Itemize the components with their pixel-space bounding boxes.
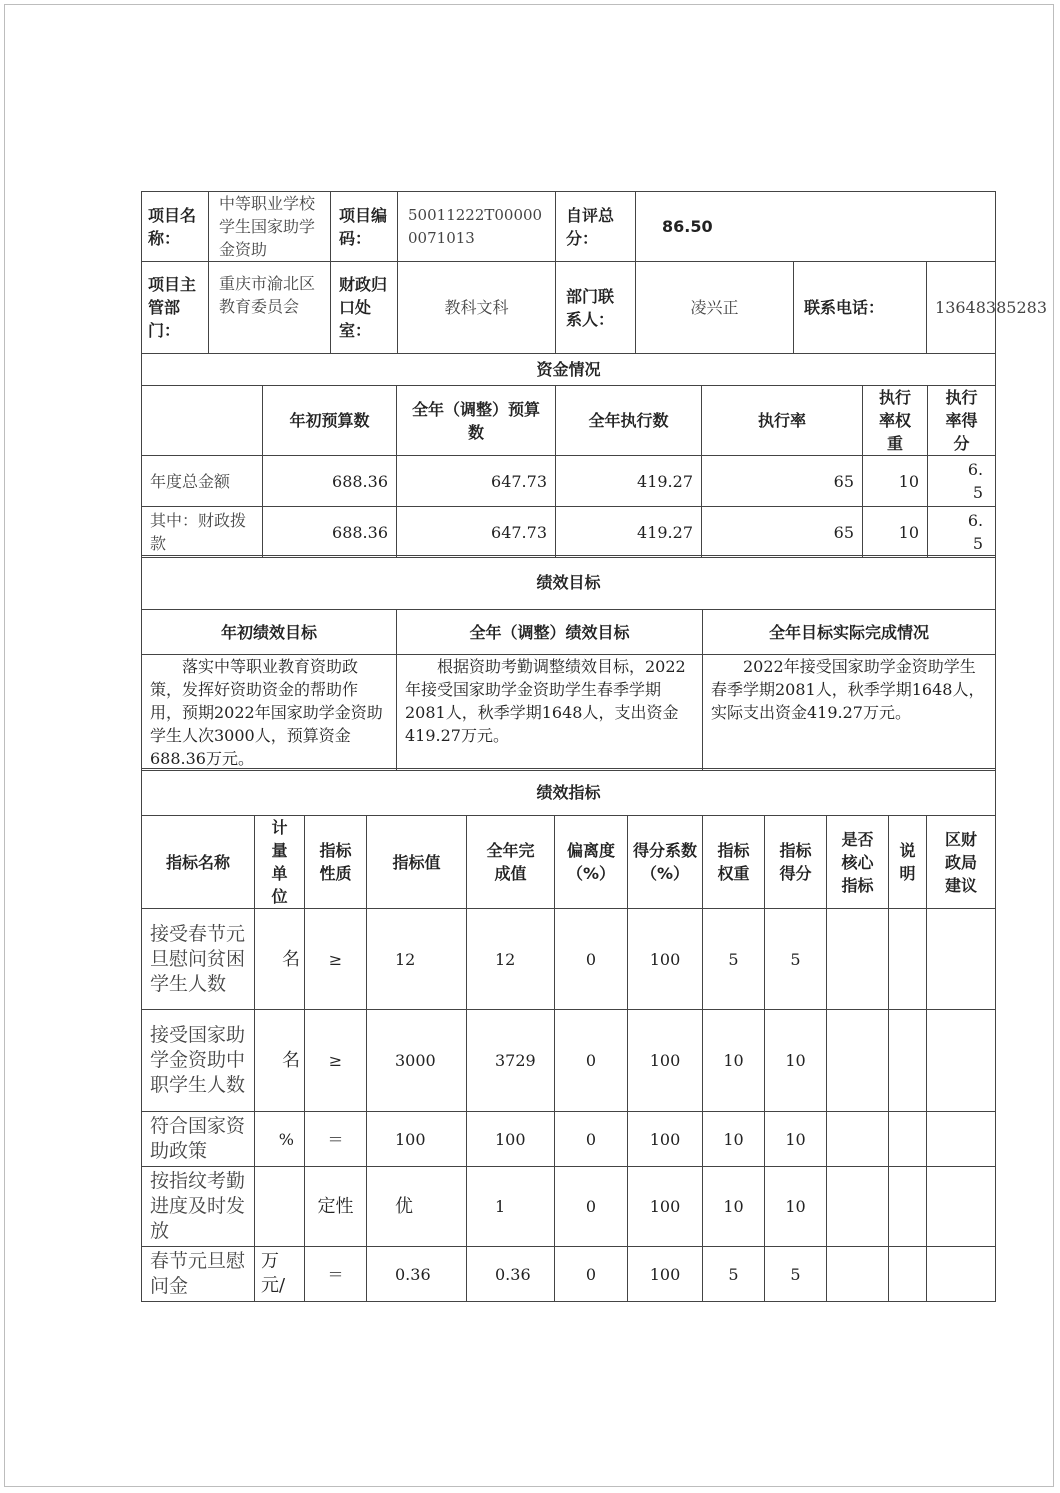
ind-header: 指标性质 [305,816,367,909]
ind-nature: ＝ [305,1112,367,1167]
dept: 重庆市渝北区教育委员会 [209,262,331,354]
ind-coef: 100 [628,1247,703,1302]
funds-title: 资金情况 [142,354,996,386]
project-name-label: 项目名称： [142,192,209,262]
funds-header: 全年（调整）预算数 [397,386,556,456]
phone-label: 联系电话： [794,262,927,354]
funds-cell: 6.5 [928,456,996,507]
project-code: 50011222T000000071013 [398,192,556,262]
project-name: 中等职业学校学生国家助学金资助 [209,192,331,262]
ind-coef: 100 [628,909,703,1010]
ind-note [889,1167,927,1247]
ind-unit: 名 [255,909,305,1010]
ind-header: 计量单位 [255,816,305,909]
ind-deviation: 0 [555,1112,628,1167]
ind-actual: 100 [467,1112,555,1167]
funds-table [141,353,996,558]
goal-initial: 落实中等职业教育资助政策，发挥好资助资金的帮助作用，预期2022年国家助学金资助学生人次3000人，预算资金688.36万元。 [142,655,397,771]
funds-cell: 6.5 [928,507,996,558]
ind-core [827,1010,889,1112]
project-info-block [141,191,1047,354]
ind-note [889,1010,927,1112]
ind-header: 得分系数（%） [628,816,703,909]
indicators-title: 绩效指标 [142,769,996,816]
funds-cell: 419.27 [556,507,702,558]
funds-header: 执行率权重 [863,386,928,456]
funds-cell: 647.73 [397,507,556,558]
goals-header: 全年目标实际完成情况 [703,610,996,655]
funds-header: 全年执行数 [556,386,702,456]
ind-advice [927,1247,996,1302]
ind-target: 优 [367,1167,467,1247]
ind-header: 全年完成值 [467,816,555,909]
ind-name: 春节元旦慰问金 [142,1247,255,1302]
ind-unit [255,1167,305,1247]
funds-cell: 10 [863,456,928,507]
ind-deviation: 0 [555,1167,628,1247]
ind-core [827,1112,889,1167]
ind-note [889,1112,927,1167]
ind-unit: % [255,1112,305,1167]
phone: 13648385283 [927,262,996,354]
funds-row-label: 年度总金额 [142,456,263,507]
contact-label: 部门联系人： [556,262,636,354]
goal-actual: 2022年接受国家助学金资助学生春季学期2081人，秋季学期1648人，实际支出资金419.27万元。 [703,655,996,771]
funds-cell: 419.27 [556,456,702,507]
ind-actual: 1 [467,1167,555,1247]
finance-office: 教科文科 [398,262,556,354]
ind-score: 5 [765,909,827,1010]
ind-unit: 万元/ [255,1247,305,1302]
ind-nature: ＝ [305,1247,367,1302]
ind-note [889,909,927,1010]
ind-coef: 100 [628,1167,703,1247]
ind-advice [927,1010,996,1112]
funds-header: 年初预算数 [263,386,397,456]
ind-target: 12 [367,909,467,1010]
ind-core [827,1167,889,1247]
self-score-label: 自评总分： [556,192,636,262]
ind-deviation: 0 [555,1247,628,1302]
ind-deviation: 0 [555,909,628,1010]
funds-header-empty [142,386,263,456]
ind-weight: 5 [703,1247,765,1302]
goals-header: 全年（调整）绩效目标 [397,610,703,655]
indicators-table [141,768,996,1302]
ind-weight: 5 [703,909,765,1010]
ind-actual: 3729 [467,1010,555,1112]
ind-name: 接受国家助学金资助中职学生人数 [142,1010,255,1112]
ind-actual: 12 [467,909,555,1010]
goals-header: 年初绩效目标 [142,610,397,655]
ind-score: 5 [765,1247,827,1302]
funds-cell: 688.36 [263,456,397,507]
ind-coef: 100 [628,1010,703,1112]
ind-header: 指标名称 [142,816,255,909]
ind-advice [927,1112,996,1167]
ind-core [827,1247,889,1302]
ind-name: 符合国家资助政策 [142,1112,255,1167]
ind-target: 0.36 [367,1247,467,1302]
ind-nature: ≥ [305,1010,367,1112]
ind-advice [927,1167,996,1247]
ind-name: 按指纹考勤进度及时发放 [142,1167,255,1247]
ind-advice [927,909,996,1010]
dept-label: 项目主管部门： [142,262,209,354]
funds-cell: 688.36 [263,507,397,558]
ind-header: 指标值 [367,816,467,909]
ind-weight: 10 [703,1167,765,1247]
ind-deviation: 0 [555,1010,628,1112]
ind-nature: 定性 [305,1167,367,1247]
funds-block [141,353,995,558]
ind-actual: 0.36 [467,1247,555,1302]
goal-adjusted: 根据资助考勤调整绩效目标，2022年接受国家助学金资助学生春季学期2081人，秋季学期1648人，支出资金419.27万元。 [397,655,703,771]
ind-header: 区财政局建议 [927,816,996,909]
indicators-block [141,768,995,1302]
ind-score: 10 [765,1112,827,1167]
ind-weight: 10 [703,1010,765,1112]
ind-nature: ≥ [305,909,367,1010]
goals-table [141,555,996,771]
ind-core [827,909,889,1010]
ind-header: 是否核心指标 [827,816,889,909]
funds-cell: 647.73 [397,456,556,507]
funds-cell: 65 [702,507,863,558]
goals-title: 绩效目标 [142,556,996,610]
ind-name: 接受春节元旦慰问贫困学生人数 [142,909,255,1010]
project-info-table [141,191,1047,354]
contact: 凌兴正 [636,262,794,354]
goals-block [141,555,995,771]
ind-score: 10 [765,1010,827,1112]
self-score: 86.50 [636,192,996,262]
ind-score: 10 [765,1167,827,1247]
project-code-label: 项目编码： [331,192,398,262]
funds-header: 执行率 [702,386,863,456]
ind-unit: 名 [255,1010,305,1112]
ind-header: 说明 [889,816,927,909]
ind-coef: 100 [628,1112,703,1167]
ind-target: 100 [367,1112,467,1167]
funds-row-label: 其中：财政拨款 [142,507,263,558]
ind-note [889,1247,927,1302]
funds-cell: 65 [702,456,863,507]
ind-weight: 10 [703,1112,765,1167]
funds-header: 执行率得分 [928,386,996,456]
finance-office-label: 财政归口处室： [331,262,398,354]
funds-cell: 10 [863,507,928,558]
ind-header: 指标权重 [703,816,765,909]
ind-header: 指标得分 [765,816,827,909]
ind-header: 偏离度（%） [555,816,628,909]
ind-target: 3000 [367,1010,467,1112]
